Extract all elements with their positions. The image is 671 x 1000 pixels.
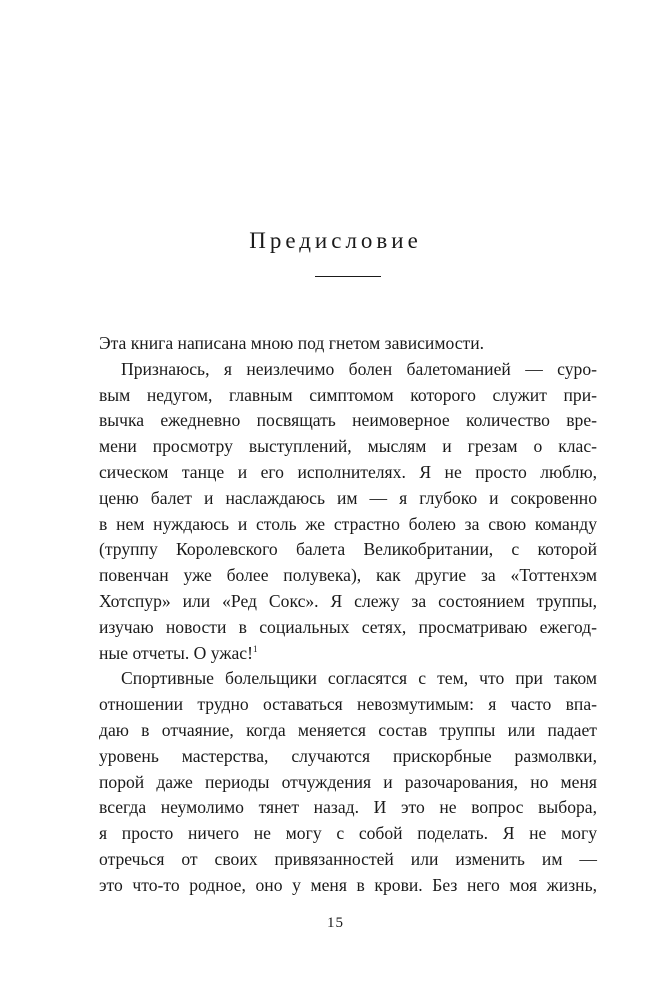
- text-line: (труппу Королевского балета Великобритании, с которой: [99, 539, 597, 560]
- text-line: я просто ничего не могу с собой поделать. Я не могу: [99, 823, 597, 844]
- text-line: порой даже периоды отчуждения и разочарования, но меня: [99, 771, 597, 792]
- text-line: уровень мастерства, случаются прискорбные размолвки,: [99, 745, 597, 766]
- text-line-content: ные отчеты. О ужас!: [99, 642, 253, 663]
- text-line: Хотспур» или «Ред Сокс». Я слежу за состоянием труппы,: [99, 590, 597, 611]
- text-line: вым недугом, главным симптомом которого служит при-: [99, 384, 597, 405]
- text-line: Спортивные болельщики согласятся с тем, что при таком: [121, 668, 597, 689]
- text-line: сическом танце и его исполнителях. Я не просто люблю,: [99, 461, 597, 482]
- text-line: Признаюсь, я неизлечимо болен балетоманией — суро-: [121, 358, 597, 379]
- text-line: повенчан уже более полувека), как другие за «Тоттенхэм: [99, 565, 597, 586]
- text-line: вычка ежедневно посвящать неимоверное количество вре-: [99, 410, 597, 431]
- text-line: в нем нуждаюсь и столь же страстно болею за свою команду: [99, 513, 597, 534]
- paragraph: [99, 357, 597, 667]
- text-line: даю в отчаяние, когда меняется состав труппы или падает: [99, 719, 597, 740]
- page-number: 15: [327, 915, 344, 931]
- paragraph: [99, 666, 597, 898]
- text-line: ценю балет и наслаждаюсь им — я глубоко и сокровенно: [99, 487, 597, 508]
- text-line: Эта книга написана мною под гнетом зависимости.: [99, 333, 485, 353]
- chapter-title: Предисловие: [249, 228, 422, 253]
- text-line: отречься от своих привязанностей или изменить им —: [99, 848, 597, 869]
- paragraph: [99, 331, 597, 357]
- footnote-marker[interactable]: 1: [252, 643, 258, 654]
- text-line: [99, 641, 597, 667]
- text-line: мени просмотру выступлений, мыслям и грезам о клас-: [99, 436, 597, 457]
- body-text: [99, 331, 597, 899]
- text-line: всегда неумолимо тянет назад. И это не вопрос выбора,: [99, 797, 597, 818]
- text-line: это что-то родное, оно у меня в крови. Без него моя жизнь,: [99, 874, 597, 895]
- title-divider: [315, 276, 381, 277]
- text-line: отношении трудно оставаться невозмутимым: я часто впа-: [99, 694, 597, 715]
- text-line: изучаю новости в социальных сетях, просматриваю ежегод-: [99, 616, 597, 637]
